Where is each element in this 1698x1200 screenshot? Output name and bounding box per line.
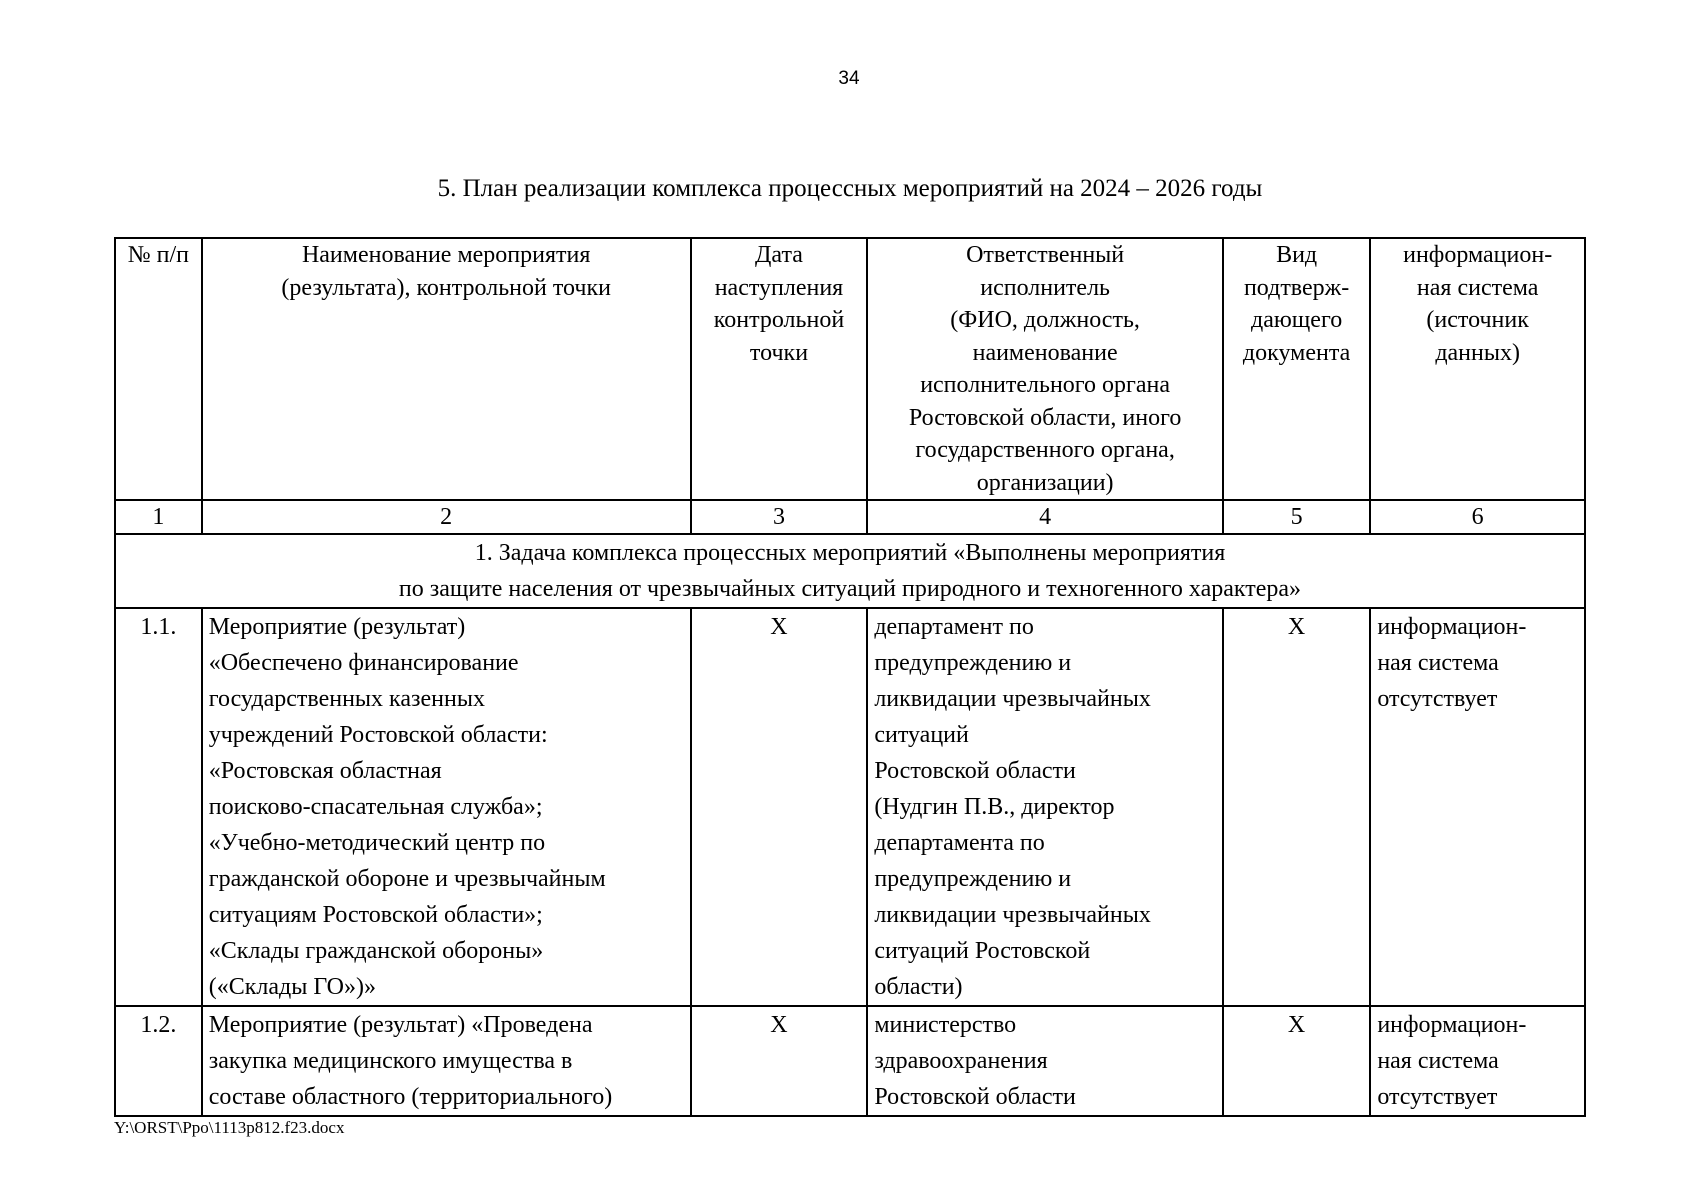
header-cell-responsible: Ответственный исполнитель (ФИО, должность, наименование исполнительного органа Ростовской области, иного государственного органа, организации) [867,238,1223,500]
header-cell-name: Наименование мероприятия (результата), контрольной точки [202,238,691,500]
row-name: Мероприятие (результат) «Обеспечено финансирование государственных казенных учреждений Ростовской области: «Ростовская областная поисково-спасательная служба»; «Учебно-методический центр по гражданской обороне и чрезвычайным ситуациям Ростовской области»; «Склады гражданской обороны» («Склады ГО»)» [202,608,691,1006]
row-doc-type: X [1223,608,1370,1006]
row-responsible: министерство здравоохранения Ростовской области [867,1006,1223,1116]
column-number-cell: 3 [691,500,868,534]
row-date: X [691,1006,868,1116]
footer-file-path: Y:\ORST\Ppo\1113p812.f23.docx [114,1118,345,1137]
row-doc-type: X [1223,1006,1370,1116]
column-number-cell: 1 [115,500,202,534]
column-number-cell: 5 [1223,500,1370,534]
table-header-row [115,238,1585,500]
row-number: 1.2. [115,1006,202,1116]
column-number-cell: 4 [867,500,1223,534]
header-cell-info-system: информацион- ная система (источник данных) [1370,238,1585,500]
table-row [115,608,1585,1006]
column-number-cell: 2 [202,500,691,534]
row-date: X [691,608,868,1006]
page-number: 34 [838,68,860,89]
row-info-system: информацион- ная система отсутствует [1370,1006,1585,1116]
section-title: 1. Задача комплекса процессных мероприятий «Выполнены мероприятия по защите населения от чрезвычайных ситуаций природного и техногенного характера» [115,534,1585,608]
row-name: Мероприятие (результат) «Проведена закупка медицинского имущества в составе областного (территориального) [202,1006,691,1116]
column-number-cell: 6 [1370,500,1585,534]
column-number-row [115,500,1585,534]
header-cell-doc-type: Вид подтверж- дающего документа [1223,238,1370,500]
table-row [115,1006,1585,1116]
section-row [115,534,1585,608]
plan-table [114,237,1586,1117]
row-responsible: департамент по предупреждению и ликвидации чрезвычайных ситуаций Ростовской области (Нудгин П.В., директор департамента по предупреждению и ликвидации чрезвычайных ситуаций Ростовской области) [867,608,1223,1006]
row-number: 1.1. [115,608,202,1006]
document-title: 5. План реализации комплекса процессных мероприятий на 2024 – 2026 годы [437,175,1263,202]
row-info-system: информацион- ная система отсутствует [1370,608,1585,1006]
header-cell-date: Дата наступления контрольной точки [691,238,868,500]
header-cell-number: № п/п [115,238,202,500]
